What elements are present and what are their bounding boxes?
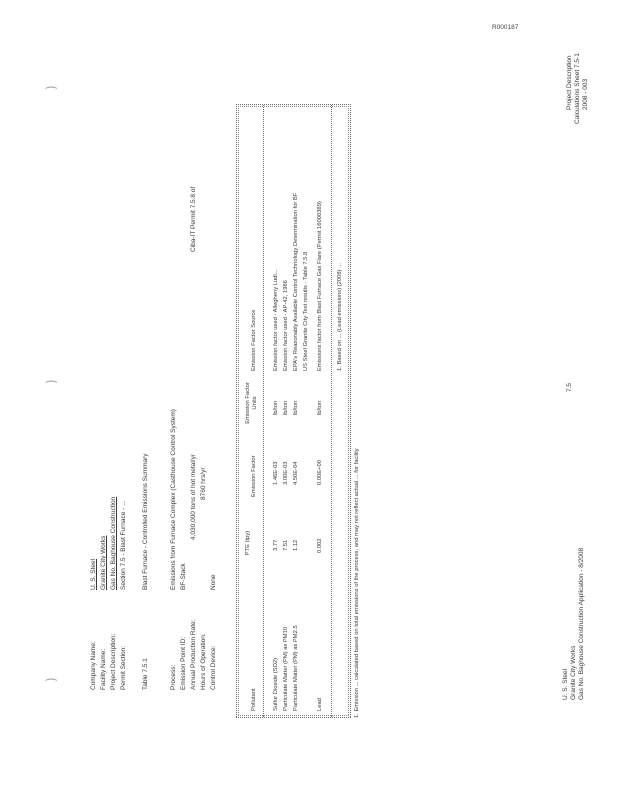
table-cell: 1.12 xyxy=(293,539,299,551)
column-header: Emission Factor Units xyxy=(245,382,258,424)
footer-rule xyxy=(331,105,332,717)
table-cell: Emission factor used - AP-42, 1986 xyxy=(283,280,289,371)
process-label: Hours of Operation: xyxy=(200,633,207,690)
process-label: Control Device: xyxy=(210,645,217,690)
footer-page-number: 7.5 xyxy=(566,382,573,392)
footnote: 1. Emission ... calculated based on total emissions of the process, and may not reflect actual ... for facility xyxy=(354,448,360,718)
header-label: Permit Section: xyxy=(120,645,127,690)
table-cell: 7.51 xyxy=(283,539,289,551)
hole-punch-mark: ⁀ xyxy=(46,382,57,397)
footer-left-line: Granite City Works xyxy=(570,645,577,700)
process-label: Process: xyxy=(170,664,177,690)
table-cell: US Steel Granite City Test results - Table 7.5.8 xyxy=(303,251,309,371)
bates-number: R000187 xyxy=(492,24,519,31)
permit-section: Section 7.5 - Blast Furnace - ... xyxy=(120,500,127,590)
footer-right-line: Calculations Sheet 7.5-1 xyxy=(574,53,581,124)
column-header: Emission Factor xyxy=(251,455,257,497)
table-note: 1. Based on ... (Lead emissions) (2008) ... xyxy=(337,263,343,371)
table-cell: 3.00E-03 xyxy=(283,461,289,485)
table-cell: Emissions factor from Blast Furnace Gas Flare (Permit 16000389) xyxy=(317,201,323,371)
process-value: 8760 hrs/yr xyxy=(200,467,207,500)
table-cell: 0.00E+00 xyxy=(317,460,323,485)
table-cell: Emission factor used - Allegheny Ludl... xyxy=(273,269,279,371)
process-label: Annual Production Rate: xyxy=(190,619,197,690)
project-description: Gas No. Baghouse Construction xyxy=(110,496,117,590)
table-cell: Sulfur Dioxide (SO2) xyxy=(273,657,279,711)
process-reference: Ciba-IT Permit 7.5.8 of xyxy=(190,186,197,252)
footer-right-line: 2008 - 003 xyxy=(582,78,589,110)
process-value: 4,030,000 tons of hot metal/yr xyxy=(190,454,197,540)
table-cell: Lead xyxy=(317,698,323,711)
table-cell: 3.77 xyxy=(273,539,279,551)
header-rule xyxy=(263,105,264,717)
column-header: Pollutant xyxy=(251,688,257,711)
table-number: Table 7.5.1 xyxy=(142,658,149,690)
table-cell: lb/ton xyxy=(317,400,323,415)
hole-punch-mark: ⁀ xyxy=(46,88,57,103)
table-cell: Particulate Matter (PM) as PM10 xyxy=(283,626,289,711)
emissions-table xyxy=(236,104,351,718)
header-label: Facility Name: xyxy=(100,648,107,690)
table-description: Blast Furnace - Controlled Emissions Summary xyxy=(142,453,149,590)
process-value: Emissions from Furnace Complex (Casthouse Control System) xyxy=(170,409,177,590)
header-label: Company Name: xyxy=(90,641,97,690)
facility-name: Granite City Works xyxy=(100,535,107,590)
table-cell: Particulate Matter (PM) as PM2.5 xyxy=(293,625,299,711)
table-cell: 1.46E-03 xyxy=(273,461,279,485)
company-name: U. S. Steel xyxy=(90,558,97,590)
hole-punch-mark: ⁀ xyxy=(46,680,57,695)
table-cell: 4.50E-04 xyxy=(293,461,299,485)
column-header: PTE (tpy) xyxy=(245,530,251,556)
process-label: Emission Point ID: xyxy=(180,636,187,690)
table-cell: lb/ton xyxy=(283,400,289,415)
table-cell: lb/ton xyxy=(273,400,279,415)
table-cell: lb/ton xyxy=(293,400,299,415)
process-value: None xyxy=(210,574,217,590)
footer-right-line: Project Description xyxy=(566,55,573,110)
footer-left-line: Gas No. Baghouse Construction Application - 8/2008 xyxy=(578,547,585,700)
table-cell: EPA's Reasonably Available Control Technology Determination for BF xyxy=(293,192,299,371)
header-label: Project Description: xyxy=(110,633,117,690)
column-header: Emission Factor Source xyxy=(251,309,257,371)
table-cell: 0.002 xyxy=(317,538,323,553)
footer-left-line: U. S. Steel xyxy=(562,668,569,700)
process-value: BF-Stack xyxy=(180,563,187,590)
